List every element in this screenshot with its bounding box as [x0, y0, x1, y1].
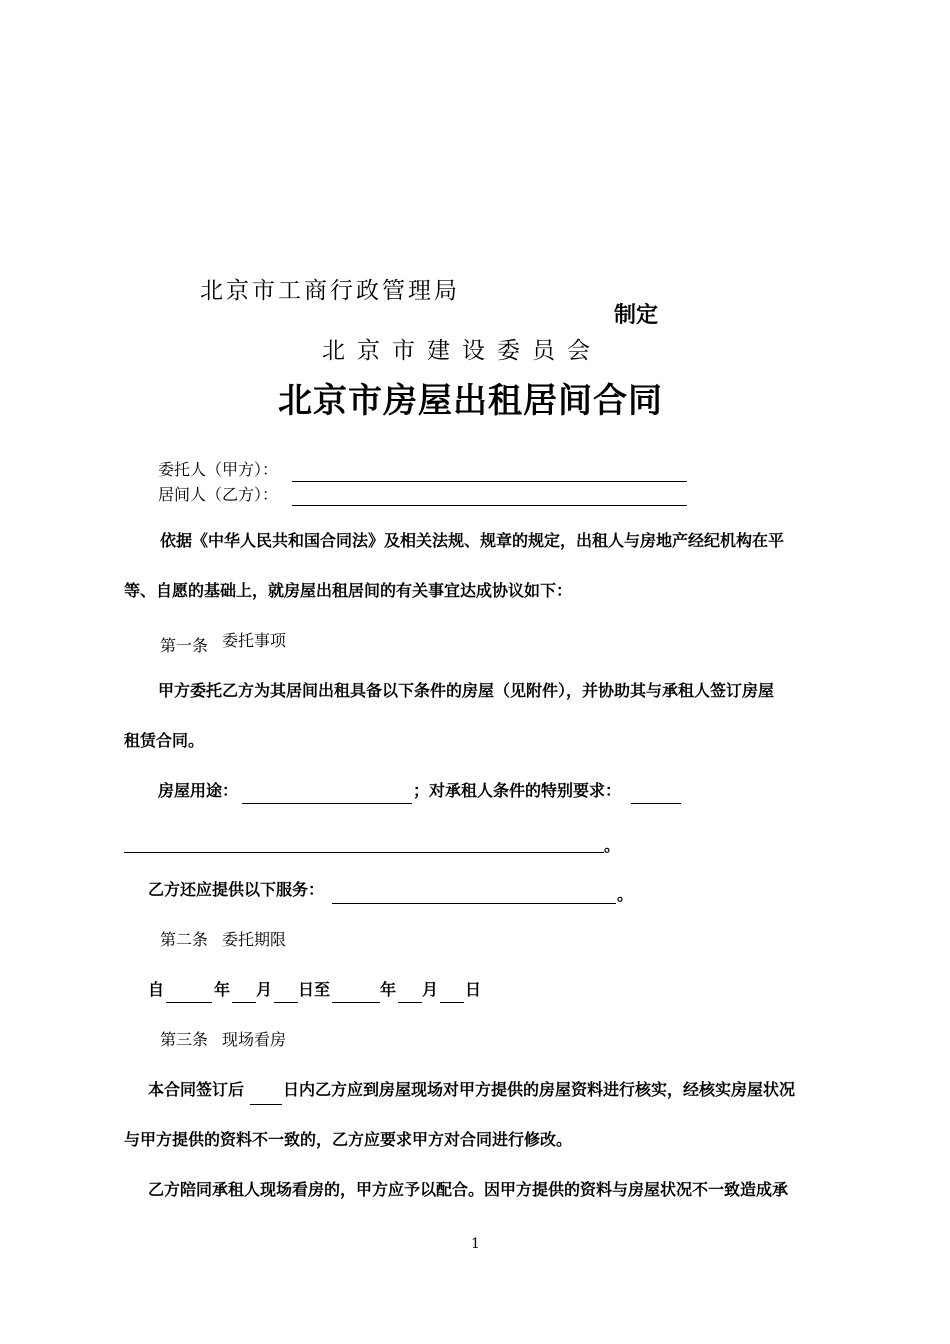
page-number: 1 — [471, 1236, 480, 1252]
term-from: 自 — [148, 980, 165, 999]
article-1-title: 委托事项 — [222, 631, 287, 650]
intro-line-2: 等、自愿的基础上，就房屋出租居间的有关事宜达成协议如下： — [124, 581, 573, 600]
intermediary-label: 居间人（乙方）： — [158, 485, 279, 504]
services-end-mark: 。 — [617, 885, 634, 904]
issuer-construction-commission: 北京市建设委员会 — [322, 338, 602, 364]
end-day-blank[interactable] — [440, 1002, 464, 1003]
tenant-requirements-label: ；对承租人条件的特别要求： — [413, 781, 622, 800]
article-3-p1-part-2: 日内乙方应到房屋现场对甲方提供的房屋资料进行核实，经核实房屋状况 — [283, 1080, 796, 1099]
intermediary-blank[interactable] — [292, 505, 687, 506]
article-2-number: 第二条 — [160, 930, 209, 949]
term-month-2: 月 — [422, 980, 439, 999]
principal-label: 委托人（甲方）： — [158, 460, 279, 479]
end-month-blank[interactable] — [398, 1002, 422, 1003]
issuer-commerce-bureau: 北京市工商行政管理局 — [200, 278, 460, 304]
start-day-blank[interactable] — [274, 1002, 298, 1003]
inspection-days-blank[interactable] — [250, 1104, 282, 1105]
article-2-title: 委托期限 — [222, 930, 287, 949]
services-label: 乙方还应提供以下服务： — [148, 880, 325, 899]
article-3-p1-part-1: 本合同签订后 — [148, 1080, 245, 1099]
term-year-1: 年 — [214, 980, 231, 999]
term-year-2: 年 — [380, 980, 397, 999]
term-month-1: 月 — [256, 980, 273, 999]
start-month-blank[interactable] — [232, 1002, 256, 1003]
services-blank[interactable] — [332, 903, 616, 904]
tenant-requirements-blank[interactable] — [631, 803, 681, 804]
end-year-blank[interactable] — [332, 1002, 380, 1003]
term-day-1-to: 日至 — [298, 980, 331, 999]
article-1-para-line-2: 租赁合同。 — [124, 731, 205, 750]
article-3-title: 现场看房 — [222, 1030, 287, 1049]
article-1-number: 第一条 — [160, 636, 209, 655]
usage-blank[interactable] — [242, 803, 412, 804]
issued-label: 制定 — [614, 303, 659, 328]
article-3-number: 第三条 — [160, 1030, 209, 1049]
start-year-blank[interactable] — [166, 1002, 212, 1003]
article-1-para-line-1: 甲方委托乙方为其居间出租具备以下条件的房屋（见附件），并协助其与承租人签订房屋 — [158, 681, 775, 700]
term-day-2: 日 — [465, 980, 482, 999]
principal-blank[interactable] — [292, 481, 687, 482]
contract-title: 北京市房屋出租居间合同 — [278, 381, 663, 421]
intro-line-1: 依据《中华人民共和国合同法》及相关法规、规章的规定，出租人与房地产经纪机构在平 — [160, 531, 785, 550]
article-3-p2-line-1: 乙方陪同承租人现场看房的，甲方应予以配合。因甲方提供的资料与房屋状况不一致造成承 — [148, 1180, 789, 1199]
article-3-p1-line-2: 与甲方提供的资料不一致的，乙方应要求甲方对合同进行修改。 — [124, 1130, 573, 1149]
tenant-requirements-blank-cont[interactable] — [124, 852, 604, 853]
requirements-end-mark: 。 — [604, 836, 621, 855]
usage-label: 房屋用途： — [158, 781, 239, 800]
